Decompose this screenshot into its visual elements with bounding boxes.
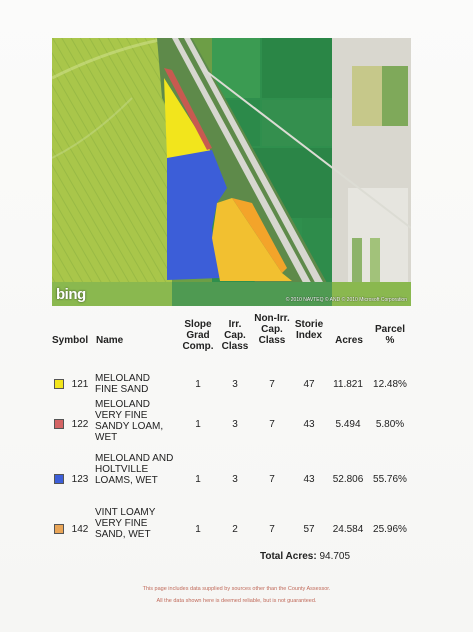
total-acres bbox=[260, 551, 350, 562]
slope-cell: 1 bbox=[195, 524, 201, 535]
soil-swatch bbox=[54, 474, 64, 484]
header-slope: Slope Grad Comp. bbox=[182, 319, 214, 352]
storie-cell: 43 bbox=[303, 474, 315, 485]
storie-cell: 47 bbox=[303, 379, 315, 390]
header-name: Name bbox=[96, 335, 124, 346]
irr-cell: 3 bbox=[232, 419, 238, 430]
bing-logo: bing bbox=[56, 286, 86, 303]
name-cell: VINT LOAMY VERY FINE SAND, WET bbox=[95, 507, 156, 540]
header-nonirr: Non-Irr. Cap. Class bbox=[254, 313, 290, 346]
slope-cell: 1 bbox=[195, 419, 201, 430]
acres-cell: 24.584 bbox=[332, 524, 364, 535]
aerial-map bbox=[52, 38, 411, 306]
soil-swatch bbox=[54, 524, 64, 534]
header-symbol: Symbol bbox=[52, 335, 89, 346]
total-acres-value: 94.705 bbox=[319, 551, 351, 562]
map-image bbox=[52, 38, 411, 306]
nonirr-cell: 7 bbox=[269, 379, 275, 390]
slope-cell: 1 bbox=[195, 474, 201, 485]
symbol-cell: 142 bbox=[71, 524, 89, 535]
symbol-cell: 121 bbox=[71, 379, 89, 390]
name-cell: MELOLAND FINE SAND bbox=[95, 373, 151, 395]
header-storie: Storie Index bbox=[294, 319, 324, 341]
symbol-cell: 122 bbox=[71, 419, 89, 430]
irr-cell: 2 bbox=[232, 524, 238, 535]
acres-cell: 5.494 bbox=[335, 419, 361, 430]
disclaimer-line-1: This page includes data supplied by sources other than the County Assessor. bbox=[142, 586, 331, 592]
acres-cell: 52.806 bbox=[332, 474, 364, 485]
header-parcel: Parcel % bbox=[374, 324, 406, 346]
irr-cell: 3 bbox=[232, 474, 238, 485]
nonirr-cell: 7 bbox=[269, 419, 275, 430]
soil-swatch bbox=[54, 419, 64, 429]
irr-cell: 3 bbox=[232, 379, 238, 390]
total-acres-label: Total Acres: bbox=[260, 551, 317, 562]
header-irr: Irr. Cap. Class bbox=[221, 319, 249, 352]
disclaimer-line-2: All the data shown here is deemed reliable, but is not guaranteed. bbox=[156, 598, 317, 604]
slope-cell: 1 bbox=[195, 379, 201, 390]
header-acres: Acres bbox=[335, 335, 363, 346]
soil-swatch bbox=[54, 379, 64, 389]
parcel-cell: 12.48% bbox=[373, 379, 407, 390]
name-cell: MELOLAND VERY FINE SANDY LOAM, WET bbox=[95, 399, 164, 443]
parcel-cell: 5.80% bbox=[375, 419, 405, 430]
storie-cell: 57 bbox=[303, 524, 315, 535]
nonirr-cell: 7 bbox=[269, 474, 275, 485]
parcel-cell: 25.96% bbox=[373, 524, 407, 535]
nonirr-cell: 7 bbox=[269, 524, 275, 535]
name-cell: MELOLAND AND HOLTVILLE LOAMS, WET bbox=[95, 453, 174, 486]
parcel-cell: 55.76% bbox=[373, 474, 407, 485]
acres-cell: 11.821 bbox=[333, 379, 363, 390]
map-credit: © 2010 NAVTEQ © AND © 2010 Microsoft Corporation bbox=[285, 297, 407, 303]
symbol-cell: 123 bbox=[71, 474, 89, 485]
storie-cell: 43 bbox=[303, 419, 315, 430]
